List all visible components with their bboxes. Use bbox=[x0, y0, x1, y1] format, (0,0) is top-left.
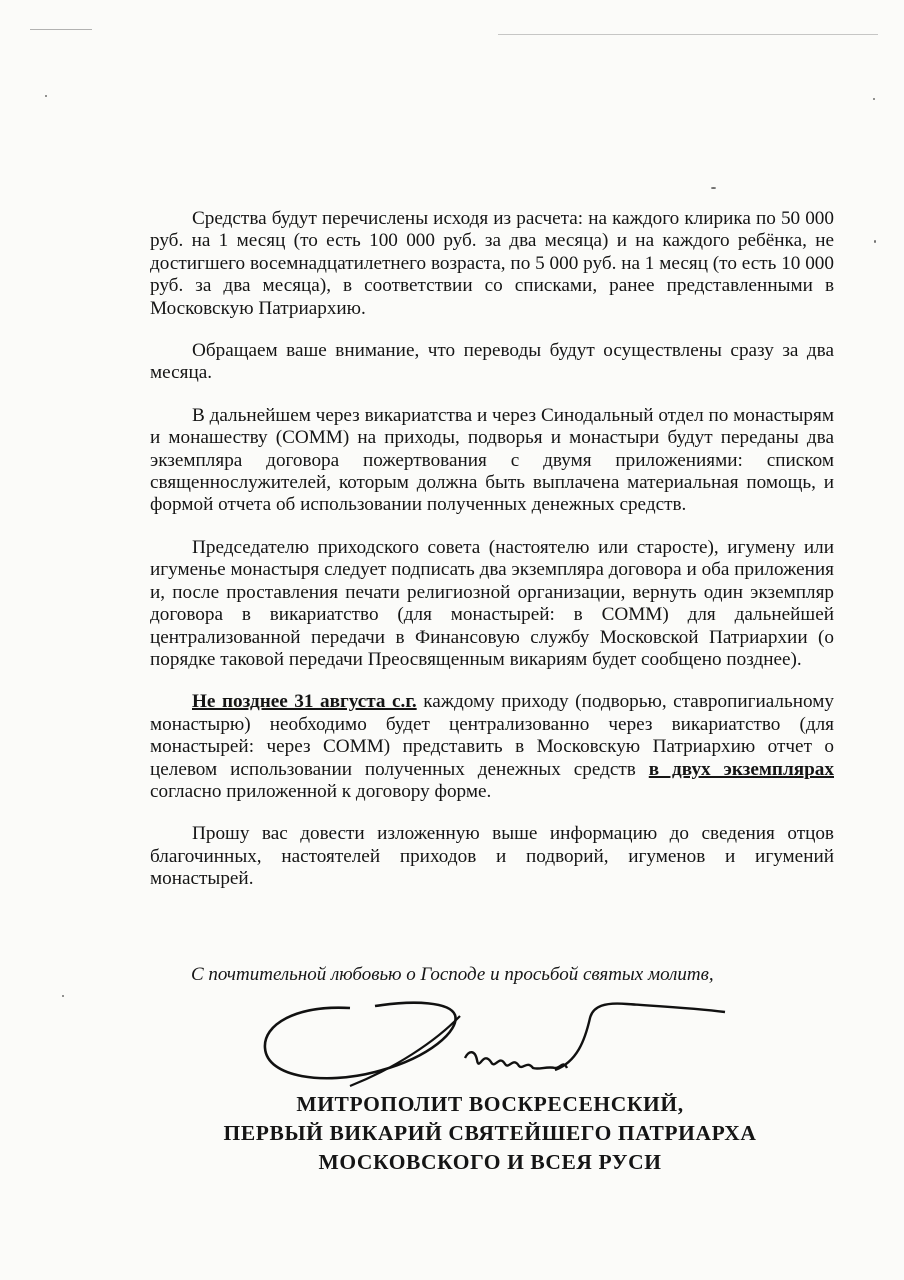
deadline-date: Не позднее 31 августа с.г. bbox=[192, 691, 417, 713]
signatory-title-line1: МИТРОПОЛИТ ВОСКРЕСЕНСКИЙ, bbox=[296, 1092, 684, 1116]
two-copies-emphasis: в двух экземплярах bbox=[648, 758, 834, 780]
paragraph-request: Прошу вас довести изложенную выше информацию до сведения отцов благочинных, настоятелей приходов и подворий, игуменов и игумений монастырей. bbox=[150, 823, 834, 890]
closing-salutation: С почтительной любовью о Господе и просьбой святых молитв, bbox=[191, 964, 714, 985]
signatory-block bbox=[150, 1090, 830, 1177]
paragraph-transfer-notice: Обращаем ваше внимание, что переводы будут осуществлены сразу за два месяца. bbox=[150, 340, 834, 384]
handwritten-signature bbox=[255, 990, 735, 1100]
deadline-text-a: каждому приходу (подворью, ставропигиальному монастырю) необходимо будет централизованно через викариатство (для монастырей: через СОММ) представить в Московскую Патриархию отчет о целевом использовании полученных денежных средств bbox=[150, 691, 834, 780]
scan-speck bbox=[711, 187, 716, 189]
scan-artifact-line bbox=[498, 34, 878, 35]
letter-body bbox=[150, 208, 834, 909]
signatory-title-line3: МОСКОВСКОГО И ВСЕЯ РУСИ bbox=[318, 1150, 662, 1174]
paragraph-funding-calculation: Средства будут перечислены исходя из расчета: на каждого клирика по 50 000 руб. на 1 месяц (то есть 100 000 руб. за два месяца) и на каждого ребёнка, не достигшего восемнадцатилетнего возраста, по 5 000 руб. на 1 месяц (то есть 10 000 руб. за два месяца), в соответствии со списками, ранее представленными в Московскую Патриархию. bbox=[150, 208, 834, 319]
scan-speck bbox=[45, 95, 47, 97]
scan-artifact-line bbox=[30, 29, 92, 30]
scan-speck bbox=[62, 995, 64, 997]
deadline-text-b: согласно приложенной к договору форме. bbox=[150, 780, 492, 802]
paragraph-contract-distribution: В дальнейшем через викариатства и через Синодальный отдел по монастырям и монашеству (СОММ) на приходы, подворья и монастыри будут переданы два экземпляра договора пожертвования с двумя приложениями: списком священнослужителей, которым должна быть выплачена материальная помощь, и формой отчета об использовании полученных денежных средств. bbox=[150, 404, 834, 516]
paragraph-report-deadline bbox=[150, 691, 834, 803]
scan-speck bbox=[873, 98, 875, 100]
scan-speck bbox=[874, 240, 876, 243]
paragraph-signing-instructions: Председателю приходского совета (настоятелю или старосте), игумену или игуменье монастыря следует подписать два экземпляра договора и оба приложения и, после проставления печати религиозной организации, вернуть один экземпляр договора в викариатство (для монастырей: в СОММ) для дальнейшей централизованной передачи в Финансовую службу Московской Патриархии (о порядке таковой передачи Преосвященным викариям будет сообщено позднее). bbox=[150, 536, 834, 670]
signatory-title-line2: ПЕРВЫЙ ВИКАРИЙ СВЯТЕЙШЕГО ПАТРИАРХА bbox=[223, 1121, 757, 1145]
